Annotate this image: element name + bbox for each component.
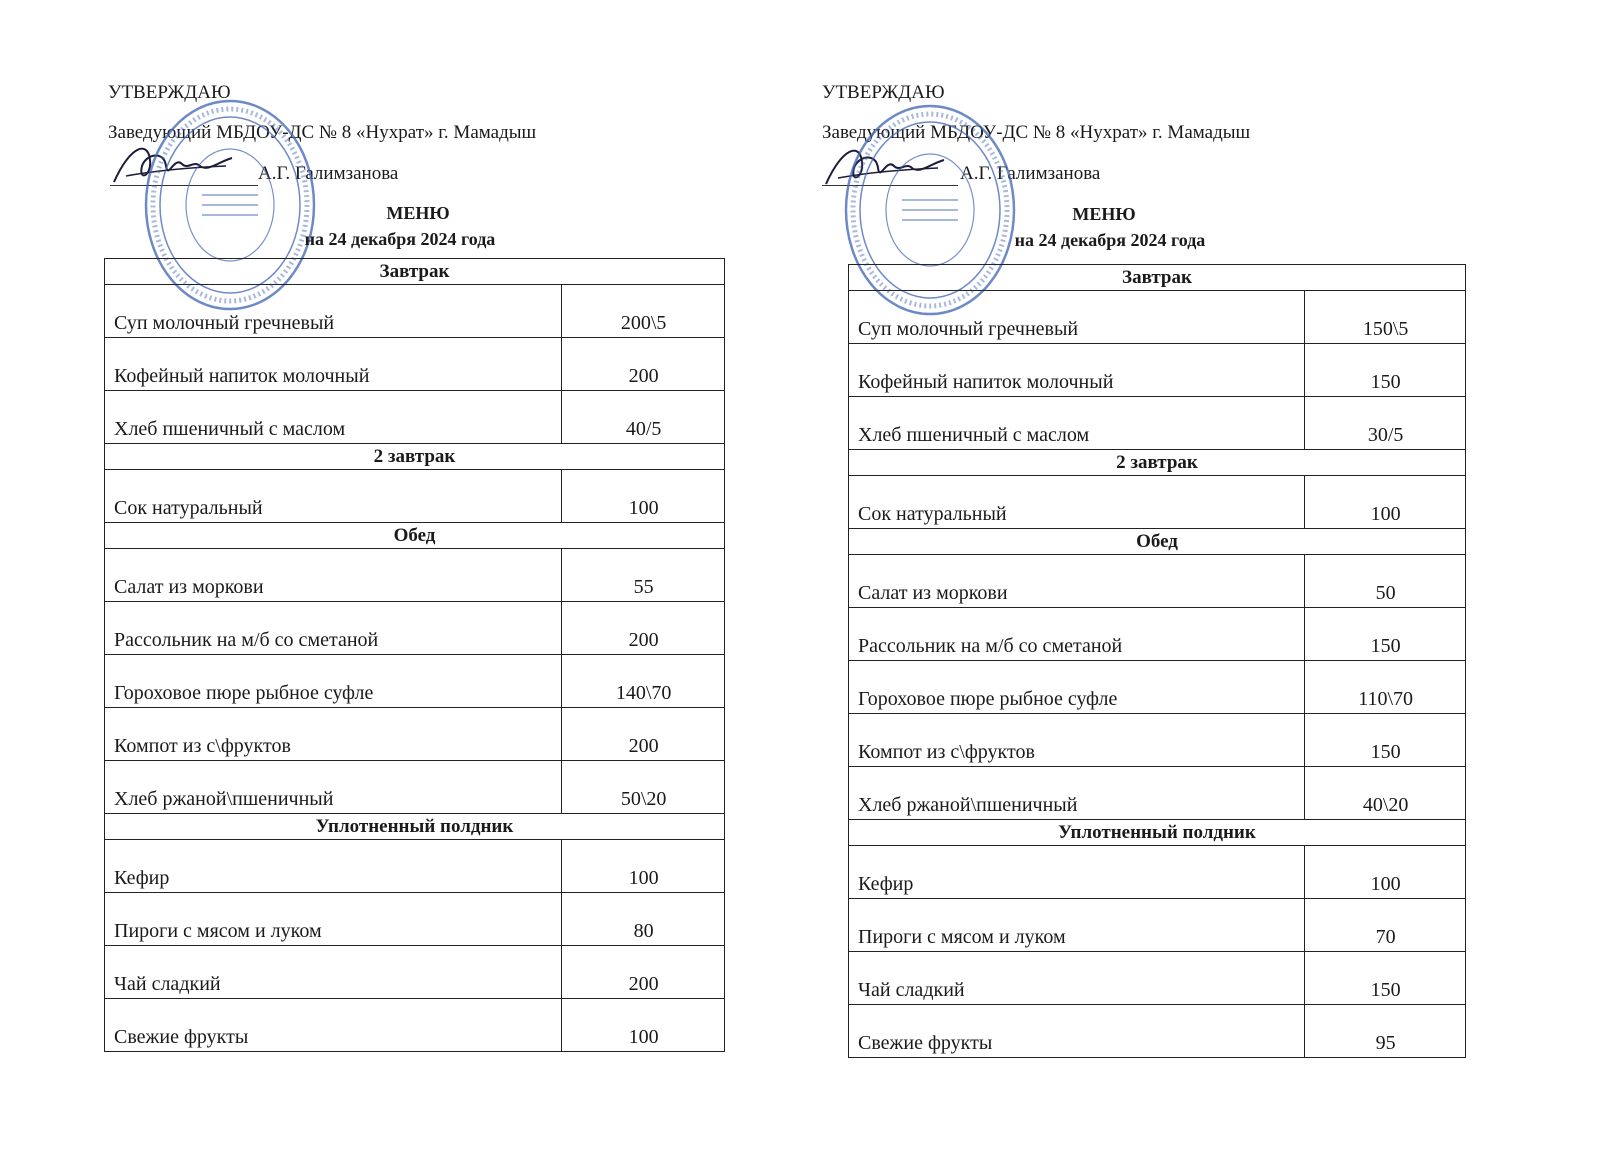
menu-item-row (105, 338, 725, 391)
menu-item-row (849, 899, 1466, 952)
signatory-name: А.Г. Галимзанова (258, 163, 399, 184)
dish-name: Гороховое пюре рыбное суфле (105, 655, 562, 708)
menu-item-row (105, 602, 725, 655)
portion-value: 200 (562, 338, 725, 391)
dish-name: Хлеб ржаной\пшеничный (849, 767, 1305, 820)
menu-item-row (105, 946, 725, 999)
dish-name: Кефир (105, 840, 562, 893)
section-title: Уплотненный полдник (105, 814, 725, 840)
position-line: Заведующий МБДОУ-ДС № 8 «Нухрат» г. Мамадыш (822, 122, 1251, 143)
menu-item-row (849, 608, 1466, 661)
dish-name: Сок натуральный (849, 476, 1305, 529)
portion-value: 150\5 (1305, 291, 1466, 344)
section-title: Завтрак (105, 259, 725, 285)
portion-value: 80 (562, 893, 725, 946)
menu-date: на 24 декабря 2024 года (304, 229, 496, 249)
dish-name: Свежие фрукты (105, 999, 562, 1052)
approve-label: УТВЕРЖДАЮ (108, 82, 231, 103)
menu-item-row (105, 708, 725, 761)
menu-item-row (849, 767, 1466, 820)
portion-value: 100 (562, 999, 725, 1052)
menu-item-row (849, 661, 1466, 714)
dish-name: Кофейный напиток молочный (105, 338, 562, 391)
section-header-row (105, 814, 725, 840)
dish-name: Хлеб ржаной\пшеничный (105, 761, 562, 814)
menu-item-row (849, 846, 1466, 899)
portion-value: 70 (1305, 899, 1466, 952)
menu-title: МЕНЮ (386, 203, 450, 223)
dish-name: Сок натуральный (105, 470, 562, 523)
section-title: Завтрак (849, 265, 1466, 291)
section-title: 2 завтрак (849, 450, 1466, 476)
menu-title: МЕНЮ (1072, 204, 1136, 224)
menu-item-row (105, 999, 725, 1052)
portion-value: 200\5 (562, 285, 725, 338)
dish-name: Салат из моркови (105, 549, 562, 602)
approve-label: УТВЕРЖДАЮ (822, 82, 945, 103)
portion-value: 100 (1305, 846, 1466, 899)
dish-name: Компот из с\фруктов (849, 714, 1305, 767)
dish-name: Пироги с мясом и луком (105, 893, 562, 946)
section-title: 2 завтрак (105, 444, 725, 470)
section-header-row (105, 259, 725, 285)
section-header-row (849, 529, 1466, 555)
section-title: Уплотненный полдник (849, 820, 1466, 846)
portion-value: 50\20 (562, 761, 725, 814)
menu-item-row (105, 549, 725, 602)
dish-name: Суп молочный гречневый (849, 291, 1305, 344)
dish-name: Пироги с мясом и луком (849, 899, 1305, 952)
menu-date: на 24 декабря 2024 года (1014, 230, 1206, 250)
portion-value: 40\20 (1305, 767, 1466, 820)
menu-item-row (849, 714, 1466, 767)
section-title: Обед (105, 523, 725, 549)
dish-name: Хлеб пшеничный с маслом (849, 397, 1305, 450)
menu-item-row (849, 291, 1466, 344)
portion-value: 95 (1305, 1005, 1466, 1058)
menu-item-row (849, 476, 1466, 529)
dish-name: Суп молочный гречневый (105, 285, 562, 338)
menu-item-row (105, 655, 725, 708)
menu-item-row (105, 840, 725, 893)
portion-value: 110\70 (1305, 661, 1466, 714)
dish-name: Рассольник на м/б со сметаной (849, 608, 1305, 661)
dish-name: Рассольник на м/б со сметаной (105, 602, 562, 655)
dish-name: Кефир (849, 846, 1305, 899)
section-header-row (849, 265, 1466, 291)
portion-value: 30/5 (1305, 397, 1466, 450)
portion-value: 150 (1305, 344, 1466, 397)
dish-name: Свежие фрукты (849, 1005, 1305, 1058)
portion-value: 55 (562, 549, 725, 602)
portion-value: 200 (562, 602, 725, 655)
menu-item-row (849, 952, 1466, 1005)
portion-value: 140\70 (562, 655, 725, 708)
dish-name: Гороховое пюре рыбное суфле (849, 661, 1305, 714)
menu-table (104, 258, 725, 1052)
portion-value: 200 (562, 946, 725, 999)
menu-item-row (849, 344, 1466, 397)
portion-value: 40/5 (562, 391, 725, 444)
section-header-row (105, 444, 725, 470)
portion-value: 50 (1305, 555, 1466, 608)
menu-item-row (105, 391, 725, 444)
portion-value: 150 (1305, 714, 1466, 767)
signatory-name: А.Г. Галимзанова (960, 163, 1101, 184)
portion-value: 100 (1305, 476, 1466, 529)
portion-value: 100 (562, 470, 725, 523)
dish-name: Чай сладкий (849, 952, 1305, 1005)
dish-name: Кофейный напиток молочный (849, 344, 1305, 397)
menu-item-row (105, 761, 725, 814)
dish-name: Чай сладкий (105, 946, 562, 999)
menu-item-row (849, 555, 1466, 608)
section-header-row (105, 523, 725, 549)
section-header-row (849, 450, 1466, 476)
menu-item-row (849, 1005, 1466, 1058)
position-line: Заведующий МБДОУ-ДС № 8 «Нухрат» г. Мамадыш (108, 122, 537, 143)
menu-table (848, 264, 1466, 1058)
portion-value: 100 (562, 840, 725, 893)
section-title: Обед (849, 529, 1466, 555)
menu-item-row (849, 397, 1466, 450)
menu-item-row (105, 470, 725, 523)
section-header-row (849, 820, 1466, 846)
menu-item-row (105, 893, 725, 946)
portion-value: 150 (1305, 608, 1466, 661)
menu-item-row (105, 285, 725, 338)
dish-name: Хлеб пшеничный с маслом (105, 391, 562, 444)
dish-name: Компот из с\фруктов (105, 708, 562, 761)
portion-value: 200 (562, 708, 725, 761)
dish-name: Салат из моркови (849, 555, 1305, 608)
portion-value: 150 (1305, 952, 1466, 1005)
